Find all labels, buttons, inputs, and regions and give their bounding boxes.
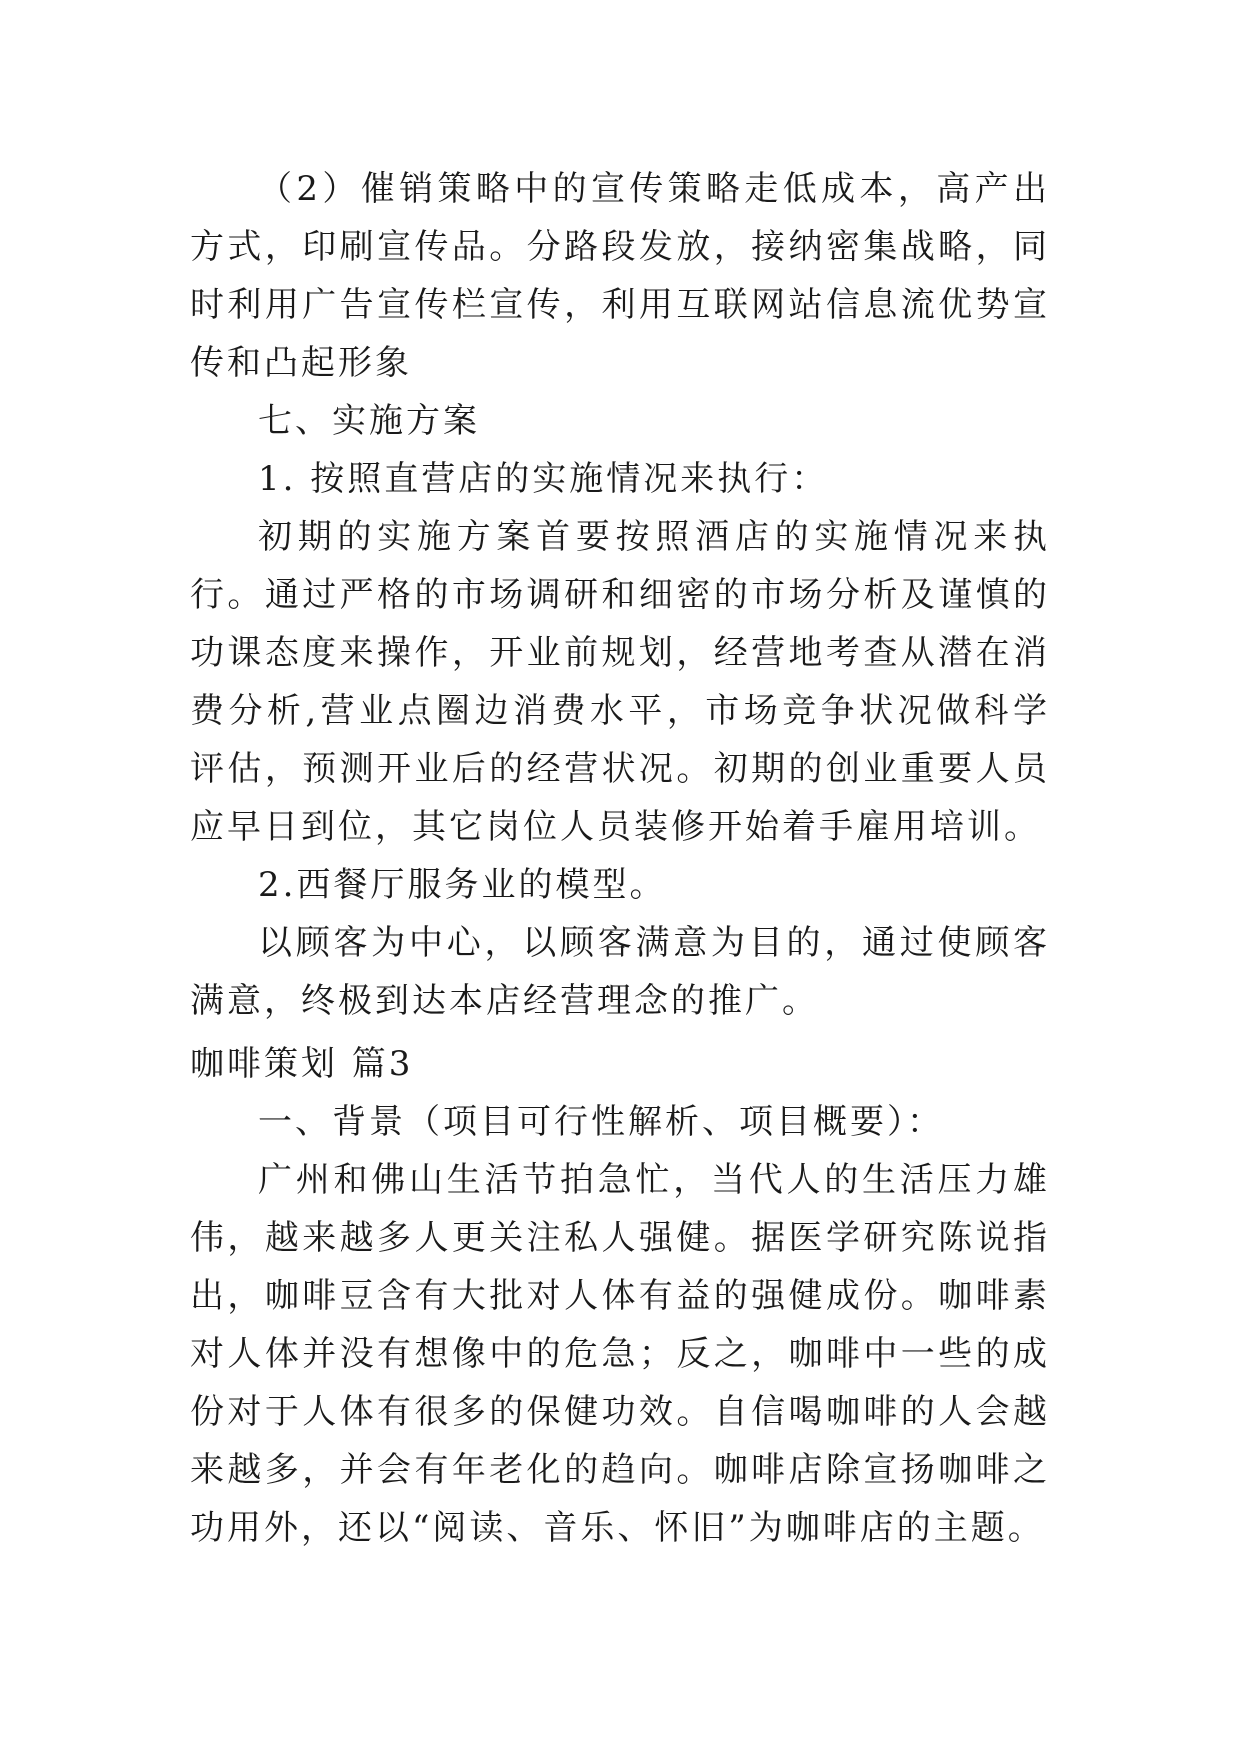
heading-direct-store: 1. 按照直营店的实施情况来执行： bbox=[258, 459, 829, 499]
section-2-body bbox=[190, 1035, 1050, 1557]
heading-background: 一、背景（项目可行性解析、项目概要）： bbox=[258, 1102, 944, 1142]
paragraph-background: 广州和佛山生活节拍急忙，当代人的生活压力雄伟，越来越多人更关注私人强健。据医学研究陈说指出，咖啡豆含有大批对人体有益的强健成份。咖啡素对人体并没有想像中的危急；反之，咖啡中一些的成份对于人体有很多的保健功效。自信喝咖啡的人会越来越多，并会有年老化的趋向。咖啡店除宣扬咖啡之功用外，还以“阅读、音乐、怀旧”为咖啡店的主题。 bbox=[190, 1160, 1050, 1548]
section-1-body bbox=[190, 160, 1050, 1030]
heading-implementation-plan: 七、实施方案 bbox=[258, 401, 480, 441]
paragraph-customer-centric: 以顾客为中心，以顾客满意为目的，通过使顾客满意，终极到达本店经营理念的推广。 bbox=[190, 923, 1050, 1021]
paragraph-promotion-strategy: （2）催销策略中的宣传策略走低成本，高产出方式，印刷宣传品。分路段发放，接纳密集战略，同时利用广告宣传栏宣传，利用互联网站信息流优势宣传和凸起形象 bbox=[190, 169, 1050, 383]
paragraph-initial-implementation: 初期的实施方案首要按照酒店的实施情况来执行。通过严格的市场调研和细密的市场分析及谨慎的功课态度来操作，开业前规划，经营地考查从潜在消费分析,营业点圈边消费水平，市场竞争状况做科学评估，预测开业后的经营状况。初期的创业重要人员应早日到位，其它岗位人员装修开始着手雇用培训。 bbox=[190, 517, 1050, 847]
section-title: 咖啡策划 篇3 bbox=[190, 1044, 414, 1084]
heading-service-model: 2.西餐厅服务业的模型。 bbox=[258, 865, 667, 905]
